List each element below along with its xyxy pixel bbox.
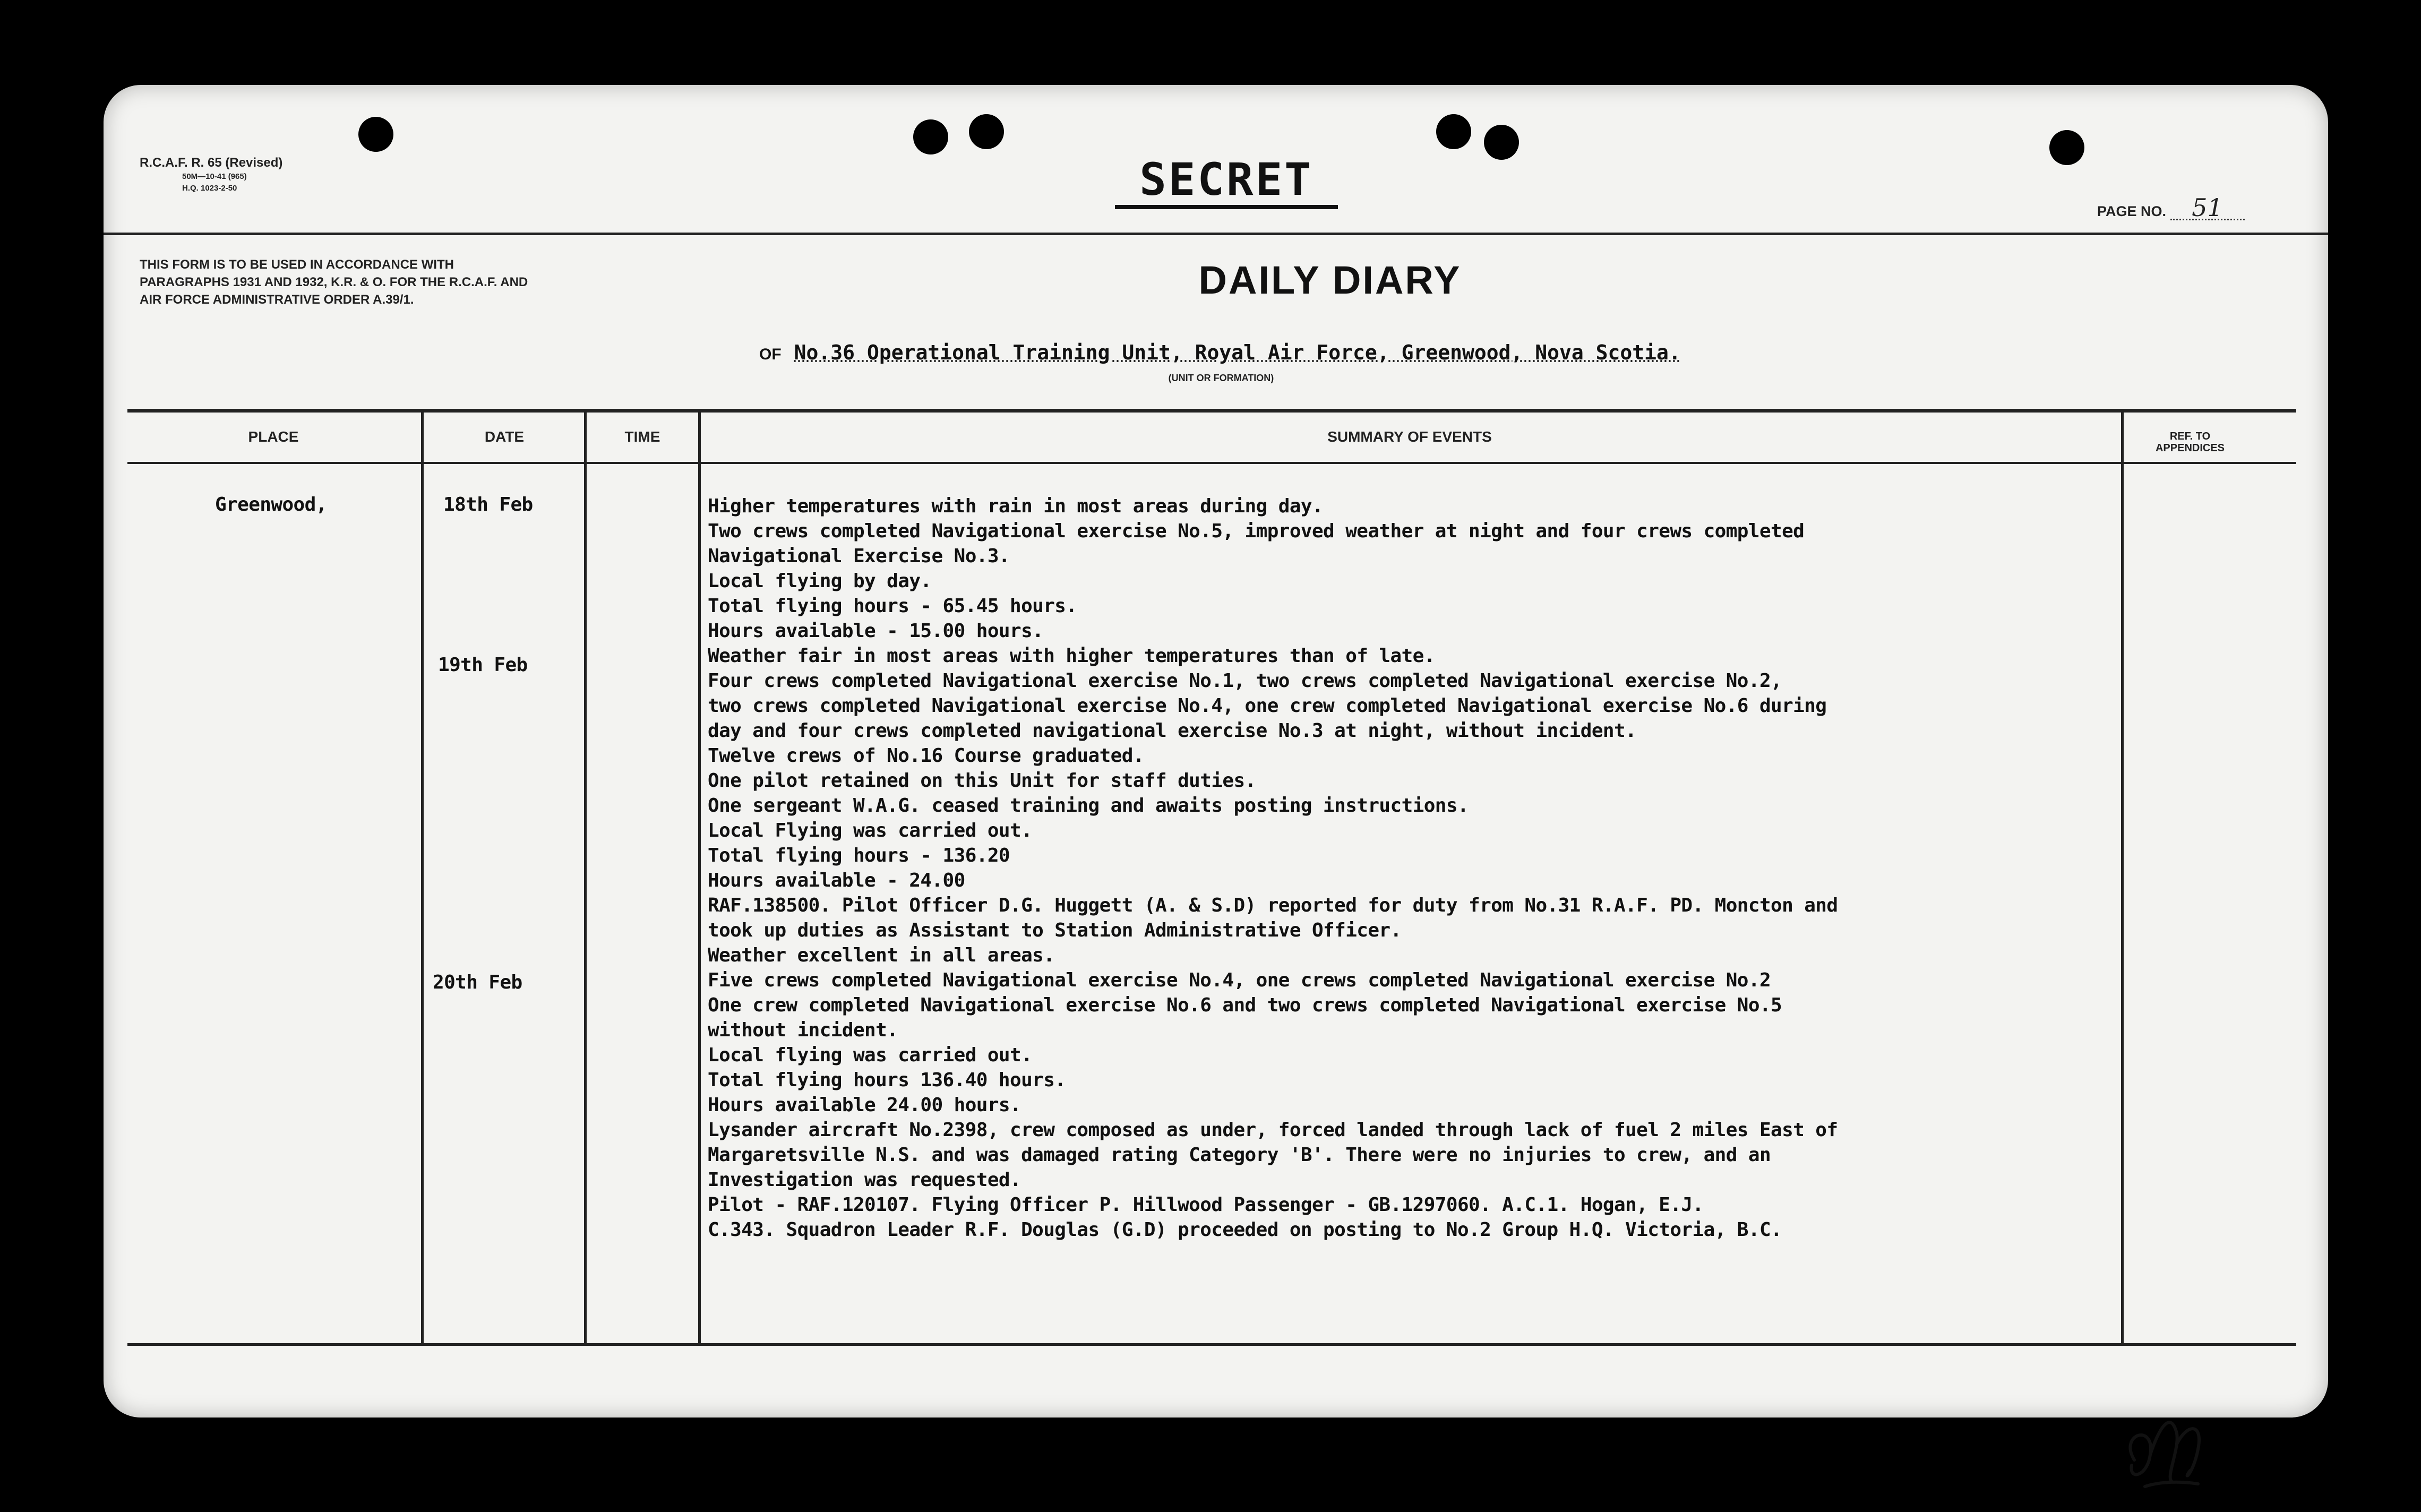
column-divider <box>421 411 424 1343</box>
table-bottom-rule <box>127 1343 2296 1346</box>
summary-line: Pilot - RAF.120107. Flying Officer P. Hillwood Passenger - GB.1297060. A.C.1. Hogan, E.J. <box>708 1194 1704 1216</box>
summary-line: Lysander aircraft No.2398, crew composed as under, forced landed through lack of fuel 2 miles East of <box>708 1119 1838 1141</box>
column-header-rule <box>127 462 2296 464</box>
punch-hole <box>1436 114 1471 149</box>
summary-line: Local Flying was carried out. <box>708 820 1033 841</box>
punch-hole <box>358 117 393 152</box>
page-number-value: 51 <box>2170 196 2245 220</box>
date-entry: 18th Feb <box>443 494 533 516</box>
summary-line: took up duties as Assistant to Station Administrative Officer. <box>708 920 1402 941</box>
summary-line: RAF.138500. Pilot Officer D.G. Huggett (A. & S.D) reported for duty from No.31 R.A.F. PD. Moncton and <box>708 895 1838 916</box>
summary-line: Hours available - 15.00 hours. <box>708 620 1044 642</box>
summary-line: Total flying hours - 65.45 hours. <box>708 595 1077 617</box>
column-header-place: PLACE <box>248 428 299 445</box>
column-divider <box>698 411 701 1343</box>
form-sub-code: H.Q. 1023-2-50 <box>182 184 237 193</box>
summary-line: Higher temperatures with rain in most areas during day. <box>708 495 1324 517</box>
summary-line: without incident. <box>708 1019 898 1041</box>
column-divider <box>2121 411 2124 1343</box>
unit-caption: (UNIT OR FORMATION) <box>1168 373 1274 383</box>
summary-line: Local flying by day. <box>708 570 932 592</box>
summary-line: Investigation was requested. <box>708 1169 1021 1191</box>
unit-line <box>759 341 1681 364</box>
column-header-date: DATE <box>484 428 525 445</box>
punch-hole <box>913 119 948 154</box>
punch-hole <box>1484 125 1519 160</box>
summary-line: Weather fair in most areas with higher temperatures than of late. <box>708 645 1435 667</box>
date-entry: 19th Feb <box>438 654 528 676</box>
summary-line: Hours available - 24.00 <box>708 870 965 891</box>
summary-line: Margaretsville N.S. and was damaged rating Category 'B'. There were no injuries to crew, and an <box>708 1144 1771 1166</box>
form-reference <box>140 155 379 194</box>
summary-line: Weather excellent in all areas. <box>708 944 1055 966</box>
column-divider <box>584 411 587 1343</box>
summary-line: Four crews completed Navigational exercise No.1, two crews completed Navigational exercise No.2, <box>708 670 1782 692</box>
summary-line: One pilot retained on this Unit for staff duties. <box>708 770 1256 792</box>
summary-line: One sergeant W.A.G. ceased training and awaits posting instructions. <box>708 795 1469 817</box>
page-title: DAILY DIARY <box>1198 258 1462 302</box>
unit-name: No.36 Operational Training Unit, Royal Air Force, Greenwood, Nova Scotia. <box>794 341 1681 364</box>
form-code: R.C.A.F. R. 65 (Revised) <box>140 156 283 170</box>
summary-line: Five crews completed Navigational exercise No.4, one crews completed Navigational exercise No.2 <box>708 969 1771 991</box>
summary-line: Total flying hours - 136.20 <box>708 845 1010 866</box>
punch-hole <box>2049 130 2084 165</box>
column-header-time: TIME <box>624 428 660 445</box>
summary-line: two crews completed Navigational exercise No.4, one crew completed Navigational exercise No.6 during <box>708 695 1827 717</box>
summary-of-events <box>708 494 1838 1242</box>
summary-line: One crew completed Navigational exercise No.6 and two crews completed Navigational exercise No.5 <box>708 994 1782 1016</box>
column-header-summary: SUMMARY OF EVENTS <box>1327 428 1492 445</box>
column-header-appendices: REF. TO APPENDICES <box>2155 431 2225 454</box>
summary-line: C.343. Squadron Leader R.F. Douglas (G.D) proceeded on posting to No.2 Group H.Q. Victoria, B.C. <box>708 1219 1782 1241</box>
punch-hole <box>969 114 1004 149</box>
date-entry: 20th Feb <box>433 972 522 993</box>
page-number-label: PAGE NO. <box>2097 203 2167 219</box>
summary-line: Local flying was carried out. <box>708 1044 1033 1066</box>
form-usage-note: THIS FORM IS TO BE USED IN ACCORDANCE WITH PARAGRAPHS 1931 AND 1932, K.R. & O. FOR THE R.C.A.F. AND AIR FORCE ADMINISTRATIVE ORDER A.39/1. <box>140 257 528 307</box>
diary-card <box>104 85 2328 1418</box>
page-number <box>2097 193 2245 222</box>
summary-line: Two crews completed Navigational exercise No.5, improved weather at night and four crews completed <box>708 520 1805 542</box>
summary-line: day and four crews completed navigational exercise No.3 at night, without incident. <box>708 720 1637 742</box>
summary-line: Navigational Exercise No.3. <box>708 545 1010 567</box>
handwritten-initials <box>2118 1402 2225 1502</box>
summary-line: Hours available 24.00 hours. <box>708 1094 1021 1116</box>
table-top-rule <box>127 409 2296 413</box>
summary-line: Twelve crews of No.16 Course graduated. <box>708 745 1144 767</box>
form-sub-code: 50M—10-41 (965) <box>182 172 247 181</box>
classification-stamp: SECRET <box>1115 154 1338 209</box>
place-entry: Greenwood, <box>215 494 327 516</box>
of-label: OF <box>759 346 782 363</box>
header-rule <box>104 233 2328 235</box>
summary-line: Total flying hours 136.40 hours. <box>708 1069 1066 1091</box>
